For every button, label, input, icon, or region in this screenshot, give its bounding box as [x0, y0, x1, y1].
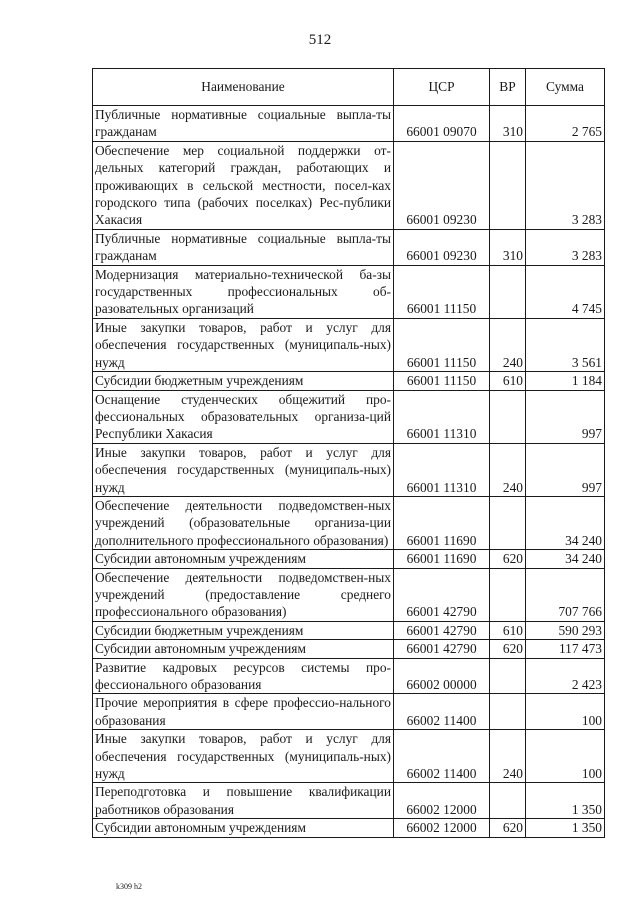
table-row	[93, 730, 605, 783]
cell-csr: 66001 11690	[394, 496, 490, 549]
cell-csr: 66001 11310	[394, 390, 490, 443]
cell-name: Иные закупки товаров, работ и услуг для обеспечения государственных (муниципаль-ных) нужд	[93, 443, 394, 496]
cell-vr	[490, 141, 526, 229]
cell-sum: 3 283	[526, 229, 605, 265]
cell-csr: 66001 11150	[394, 265, 490, 318]
cell-name: Оснащение студенческих общежитий про-фессиональных образовательных организа-ций Республики Хакасия	[93, 390, 394, 443]
cell-name: Субсидии автономным учреждениям	[93, 819, 394, 837]
table-header-row	[93, 69, 605, 106]
cell-name: Обеспечение мер социальной поддержки от-дельных категорий граждан, работающих и проживающих в сельской местности, посел-ках городского типа (рабочих поселках) Рес-публики Хакасия	[93, 141, 394, 229]
cell-vr: 240	[490, 443, 526, 496]
cell-csr: 66002 12000	[394, 819, 490, 837]
cell-sum: 34 240	[526, 496, 605, 549]
cell-sum: 117 473	[526, 640, 605, 658]
budget-table	[92, 68, 605, 838]
cell-vr	[490, 390, 526, 443]
cell-name: Иные закупки товаров, работ и услуг для обеспечения государственных (муниципаль-ных) нужд	[93, 318, 394, 371]
cell-csr: 66001 42790	[394, 568, 490, 621]
cell-vr	[490, 783, 526, 819]
cell-vr: 240	[490, 318, 526, 371]
cell-sum: 1 350	[526, 819, 605, 837]
cell-sum: 100	[526, 730, 605, 783]
table-row	[93, 550, 605, 568]
cell-name: Субсидии автономным учреждениям	[93, 640, 394, 658]
cell-vr: 620	[490, 819, 526, 837]
cell-sum: 3 283	[526, 141, 605, 229]
cell-vr: 310	[490, 106, 526, 142]
cell-vr	[490, 694, 526, 730]
page-number: 512	[308, 32, 332, 48]
cell-vr: 620	[490, 550, 526, 568]
cell-csr: 66001 09230	[394, 229, 490, 265]
cell-vr	[490, 568, 526, 621]
cell-sum: 3 561	[526, 318, 605, 371]
cell-csr: 66002 00000	[394, 658, 490, 694]
cell-sum: 1 350	[526, 783, 605, 819]
header-csr: ЦСР	[394, 69, 490, 106]
cell-csr: 66001 11150	[394, 318, 490, 371]
table-row	[93, 229, 605, 265]
table-row	[93, 141, 605, 229]
cell-sum: 997	[526, 443, 605, 496]
table-row	[93, 658, 605, 694]
table-row	[93, 640, 605, 658]
table-row	[93, 694, 605, 730]
cell-name: Публичные нормативные социальные выпла-ты гражданам	[93, 229, 394, 265]
cell-sum: 100	[526, 694, 605, 730]
cell-sum: 997	[526, 390, 605, 443]
table-row	[93, 390, 605, 443]
cell-vr: 310	[490, 229, 526, 265]
cell-name: Субсидии автономным учреждениям	[93, 550, 394, 568]
cell-csr: 66001 09230	[394, 141, 490, 229]
table-row	[93, 496, 605, 549]
cell-csr: 66002 11400	[394, 730, 490, 783]
cell-name: Субсидии бюджетным учреждениям	[93, 372, 394, 390]
table-row	[93, 568, 605, 621]
cell-name: Модернизация материально-технической ба-зы государственных профессиональных об-разовательных организаций	[93, 265, 394, 318]
cell-name: Развитие кадровых ресурсов системы про-фессионального образования	[93, 658, 394, 694]
table-row	[93, 783, 605, 819]
cell-sum: 2 423	[526, 658, 605, 694]
cell-csr: 66001 42790	[394, 621, 490, 639]
cell-name: Обеспечение деятельности подведомствен-ных учреждений (предоставление среднего профессионального образования)	[93, 568, 394, 621]
cell-csr: 66001 09070	[394, 106, 490, 142]
table-row	[93, 265, 605, 318]
table-row	[93, 106, 605, 142]
cell-sum: 1 184	[526, 372, 605, 390]
table-row	[93, 318, 605, 371]
header-sum: Сумма	[526, 69, 605, 106]
table-row	[93, 372, 605, 390]
cell-name: Переподготовка и повышение квалификации работников образования	[93, 783, 394, 819]
cell-sum: 4 745	[526, 265, 605, 318]
cell-sum: 34 240	[526, 550, 605, 568]
table-row	[93, 819, 605, 837]
table-row	[93, 621, 605, 639]
cell-vr	[490, 658, 526, 694]
cell-vr: 610	[490, 372, 526, 390]
cell-vr: 240	[490, 730, 526, 783]
cell-csr: 66002 12000	[394, 783, 490, 819]
cell-csr: 66001 11310	[394, 443, 490, 496]
cell-vr	[490, 265, 526, 318]
cell-name: Иные закупки товаров, работ и услуг для обеспечения государственных (муниципаль-ных) нужд	[93, 730, 394, 783]
cell-csr: 66001 11690	[394, 550, 490, 568]
cell-csr: 66002 11400	[394, 694, 490, 730]
cell-vr	[490, 496, 526, 549]
cell-name: Субсидии бюджетным учреждениям	[93, 621, 394, 639]
header-vr: ВР	[490, 69, 526, 106]
cell-sum: 2 765	[526, 106, 605, 142]
cell-csr: 66001 11150	[394, 372, 490, 390]
cell-name: Публичные нормативные социальные выпла-ты гражданам	[93, 106, 394, 142]
header-name: Наименование	[93, 69, 394, 106]
cell-sum: 707 766	[526, 568, 605, 621]
cell-vr: 620	[490, 640, 526, 658]
cell-name: Прочие мероприятия в сфере профессио-нального образования	[93, 694, 394, 730]
cell-csr: 66001 42790	[394, 640, 490, 658]
table-row	[93, 443, 605, 496]
cell-sum: 590 293	[526, 621, 605, 639]
cell-vr: 610	[490, 621, 526, 639]
footer-code: k309 h2	[116, 882, 142, 891]
cell-name: Обеспечение деятельности подведомствен-ных учреждений (образовательные организа-ции дополнительного профессионального образования)	[93, 496, 394, 549]
